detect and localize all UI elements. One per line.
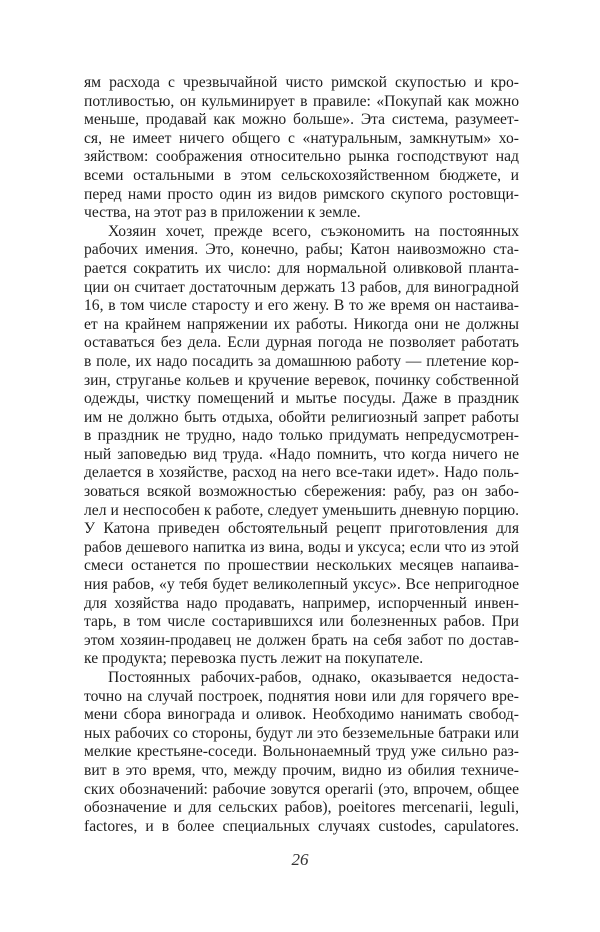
text-line: ке продукта; перевозка пусть лежит на покупателе. [84, 650, 424, 668]
text-line: ся, не имеет ничего общего с «натуральным, замкнутым» хо- [84, 129, 519, 147]
text-line: для хозяйства надо продавать, например, испорченный инвен- [84, 594, 519, 612]
text-line: тарь, в том числе состарившихся или болезненных рабов. При [84, 613, 519, 631]
body-text [84, 74, 519, 836]
paragraph [84, 669, 519, 836]
paragraph [84, 74, 519, 223]
text-line: в поле, их надо посадить за домашнюю работу — плетение кор- [84, 352, 519, 370]
text-line: Постоянных рабочих-рабов, однако, оказывается недоста- [108, 669, 519, 686]
text-line: ции он считает достаточным держать 13 рабов, для виноградной [84, 278, 519, 296]
text-line: им не должно быть отдыха, обойти религиозный запрет работы [84, 408, 519, 426]
text-line: рается сократить их число: для нормальной оливковой планта- [84, 259, 519, 277]
text-line: вит в это время, что, между прочим, видно из обилия техниче- [84, 761, 519, 779]
text-line: лел и неспособен к работе, следует уменьшить дневную порцию. [84, 501, 519, 519]
page-number: 26 [291, 850, 309, 869]
text-line: чества, на этот раз в приложении к земле. [84, 204, 361, 222]
text-line: ния рабов, «у тебя будет великолепный уксус». Все непригодное [84, 576, 519, 594]
text-line: обозначение и для сельских рабов), poeitores mercenarii, leguli, [84, 799, 519, 817]
text-line: зоваться всякой возможностью сбережения: рабу, раз он забо- [84, 483, 519, 501]
text-line: оставаться без дела. Если дурная погода не позволяет работать [84, 334, 519, 352]
text-line: factores, и в более специальных случаях custodes, capulatores. [84, 817, 519, 835]
text-line: всеми остальными в этом сельскохозяйственном бюджете, и [84, 166, 519, 184]
text-line: мелкие крестьяне-соседи. Вольнонаемный труд уже сильно раз- [84, 743, 519, 761]
text-line: рабов дешевого напитка из вина, воды и уксуса; если что из этой [84, 538, 519, 556]
text-line: этом хозяин-продавец не должен брать на себя забот по достав- [84, 631, 519, 649]
text-line: ный заповедью вид труда. «Надо помнить, что когда ничего не [84, 445, 519, 463]
text-line: зяйством: соображения относительно рынка господствуют над [84, 148, 519, 166]
text-line: ет на крайнем напряжении их работы. Никогда они не должны [84, 315, 519, 333]
text-line: мени сбора винограда и оливок. Необходимо нанимать свобод- [84, 706, 519, 724]
text-line: ских обозначений: рабочие зовутся operarii (это, впрочем, общее [84, 780, 519, 798]
text-line: в праздник не трудно, надо только придумать непредусмотрен- [84, 427, 519, 445]
text-line: потливостью, он кульминирует в правиле: «Покупай как можно [84, 92, 519, 110]
text-line: меньше, продавай как можно больше». Эта система, разумеет- [84, 111, 519, 129]
text-line: Хозяин хочет, прежде всего, съэкономить на постоянных [108, 222, 519, 240]
text-line: У Катона приведен обстоятельный рецепт приготовления для [84, 520, 519, 538]
text-line: перед нами просто один из видов римского скупого ростовщи- [84, 185, 519, 203]
text-line: 16, в том числе старосту и его жену. В то же время он настаива- [84, 297, 519, 315]
text-line: точно на случай построек, поднятия нови или для горячего вре- [84, 687, 519, 705]
text-line: ных рабочих со стороны, будут ли это безземельные батраки или [84, 724, 519, 742]
text-line: делается в хозяйстве, расход на него все-таки идет». Надо поль- [84, 464, 519, 482]
paragraph [84, 223, 519, 669]
text-line: смеси останется по прошествии нескольких месяцев напаива- [84, 557, 519, 575]
text-line: одежды, чистку помещений и мытье посуды. Даже в праздник [84, 390, 519, 408]
text-line: рабочих имения. Это, конечно, рабы; Катон наивозможно ста- [84, 241, 519, 259]
text-line: ям расхода с чрезвычайной чисто римской скупостью и кро- [84, 74, 519, 91]
text-line: зин, струганье кольев и кручение веревок, починку собственной [84, 371, 519, 389]
